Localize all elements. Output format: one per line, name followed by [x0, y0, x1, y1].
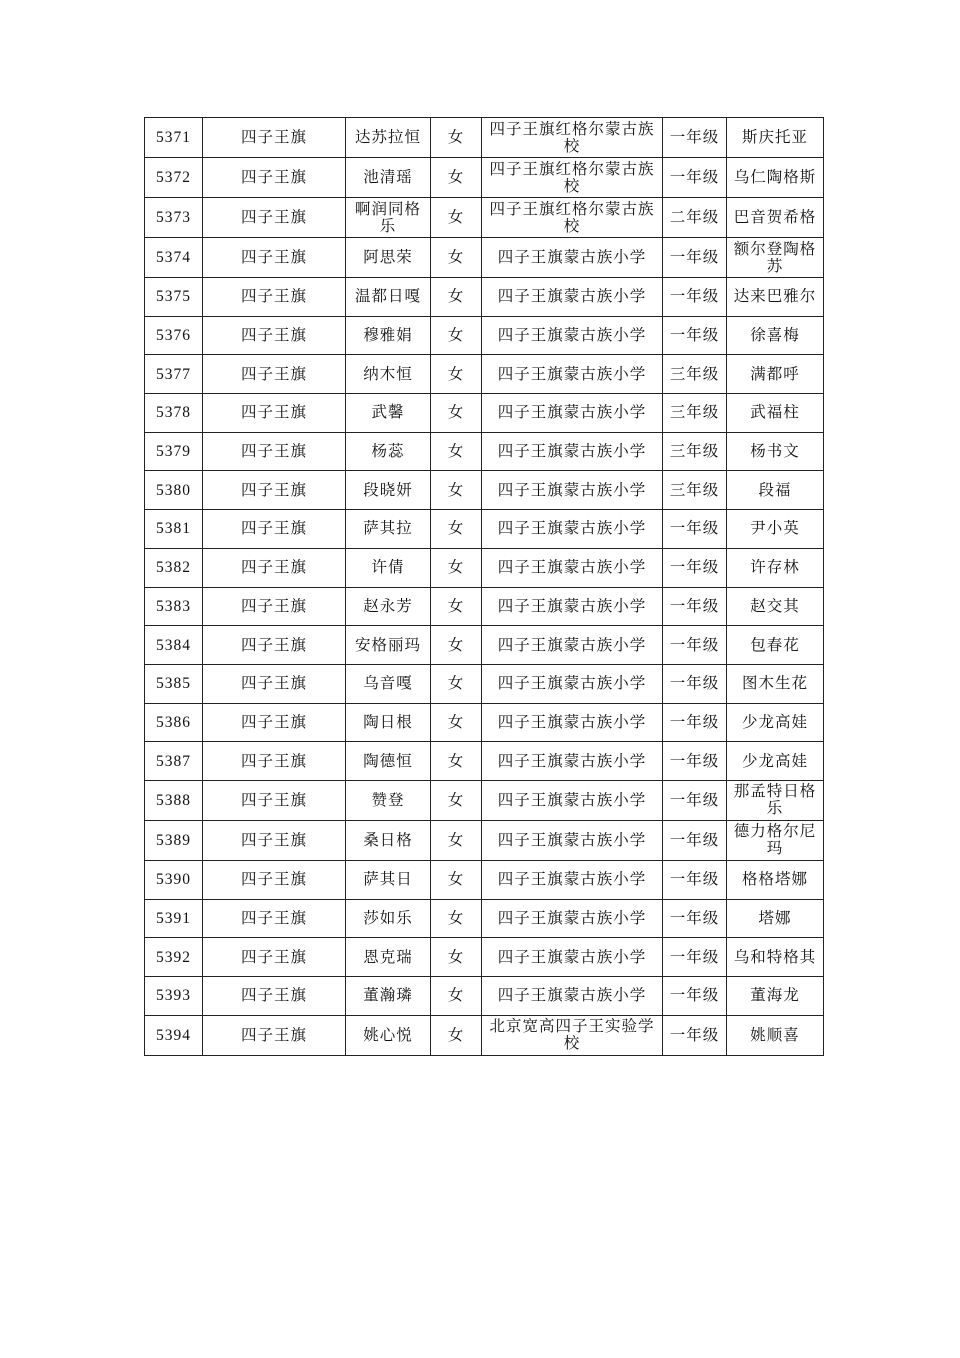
- guardian-cell: 格格塔娜: [727, 860, 824, 899]
- school-cell: 四子王旗蒙古族小学: [482, 548, 663, 587]
- school-cell: 四子王旗蒙古族小学: [482, 938, 663, 977]
- row-number-cell: 5391: [145, 899, 203, 938]
- table-row: [145, 198, 824, 238]
- banner-cell: 四子王旗: [203, 899, 346, 938]
- gender-cell: 女: [431, 860, 482, 899]
- banner-cell: 四子王旗: [203, 432, 346, 471]
- guardian-cell: 乌仁陶格斯: [727, 158, 824, 198]
- guardian-cell: 德力格尔尼玛: [727, 820, 824, 860]
- guardian-cell: 满都呼: [727, 355, 824, 394]
- table-row: [145, 626, 824, 665]
- gender-cell: 女: [431, 510, 482, 549]
- grade-cell: 一年级: [663, 703, 727, 742]
- banner-cell: 四子王旗: [203, 198, 346, 238]
- student-name-cell: 陶日根: [346, 703, 431, 742]
- guardian-cell: 许存林: [727, 548, 824, 587]
- row-number-cell: 5385: [145, 664, 203, 703]
- school-cell: 四子王旗蒙古族小学: [482, 316, 663, 355]
- student-name-cell: 乌音嘎: [346, 664, 431, 703]
- row-number-cell: 5389: [145, 820, 203, 860]
- guardian-cell: 赵交其: [727, 587, 824, 626]
- gender-cell: 女: [431, 1015, 482, 1055]
- school-cell: 四子王旗红格尔蒙古族校: [482, 198, 663, 238]
- school-cell: 四子王旗蒙古族小学: [482, 238, 663, 278]
- banner-cell: 四子王旗: [203, 510, 346, 549]
- student-name-cell: 池清瑶: [346, 158, 431, 198]
- banner-cell: 四子王旗: [203, 820, 346, 860]
- student-name-cell: 恩克瑞: [346, 938, 431, 977]
- gender-cell: 女: [431, 548, 482, 587]
- table-row: [145, 1015, 824, 1055]
- row-number-cell: 5386: [145, 703, 203, 742]
- grade-cell: 一年级: [663, 316, 727, 355]
- table-row: [145, 664, 824, 703]
- banner-cell: 四子王旗: [203, 158, 346, 198]
- school-cell: 四子王旗蒙古族小学: [482, 703, 663, 742]
- student-name-cell: 杨蕊: [346, 432, 431, 471]
- school-cell: 四子王旗蒙古族小学: [482, 626, 663, 665]
- student-name-cell: 陶德恒: [346, 742, 431, 781]
- gender-cell: 女: [431, 977, 482, 1016]
- banner-cell: 四子王旗: [203, 860, 346, 899]
- grade-cell: 一年级: [663, 118, 727, 158]
- guardian-cell: 那孟特日格乐: [727, 780, 824, 820]
- student-name-cell: 董瀚璘: [346, 977, 431, 1016]
- grade-cell: 一年级: [663, 510, 727, 549]
- school-cell: 四子王旗蒙古族小学: [482, 664, 663, 703]
- student-name-cell: 段晓妍: [346, 471, 431, 510]
- school-cell: 四子王旗红格尔蒙古族校: [482, 118, 663, 158]
- grade-cell: 三年级: [663, 394, 727, 433]
- table-row: [145, 780, 824, 820]
- student-name-cell: 安格丽玛: [346, 626, 431, 665]
- table-row: [145, 587, 824, 626]
- gender-cell: 女: [431, 626, 482, 665]
- row-number-cell: 5392: [145, 938, 203, 977]
- table-row: [145, 938, 824, 977]
- banner-cell: 四子王旗: [203, 548, 346, 587]
- table-row: [145, 548, 824, 587]
- student-name-cell: 许倩: [346, 548, 431, 587]
- school-cell: 四子王旗蒙古族小学: [482, 780, 663, 820]
- grade-cell: 一年级: [663, 820, 727, 860]
- guardian-cell: 乌和特格其: [727, 938, 824, 977]
- guardian-cell: 姚顺喜: [727, 1015, 824, 1055]
- grade-cell: 二年级: [663, 198, 727, 238]
- row-number-cell: 5383: [145, 587, 203, 626]
- table-row: [145, 820, 824, 860]
- gender-cell: 女: [431, 394, 482, 433]
- row-number-cell: 5393: [145, 977, 203, 1016]
- school-cell: 四子王旗红格尔蒙古族校: [482, 158, 663, 198]
- gender-cell: 女: [431, 238, 482, 278]
- grade-cell: 一年级: [663, 278, 727, 317]
- school-cell: 四子王旗蒙古族小学: [482, 510, 663, 549]
- gender-cell: 女: [431, 355, 482, 394]
- table-body: [145, 118, 824, 1056]
- guardian-cell: 徐喜梅: [727, 316, 824, 355]
- row-number-cell: 5380: [145, 471, 203, 510]
- row-number-cell: 5384: [145, 626, 203, 665]
- student-name-cell: 萨其日: [346, 860, 431, 899]
- grade-cell: 一年级: [663, 899, 727, 938]
- student-name-cell: 温都日嘎: [346, 278, 431, 317]
- table-row: [145, 394, 824, 433]
- table-row: [145, 510, 824, 549]
- grade-cell: 三年级: [663, 355, 727, 394]
- table-row: [145, 278, 824, 317]
- row-number-cell: 5390: [145, 860, 203, 899]
- banner-cell: 四子王旗: [203, 938, 346, 977]
- school-cell: 四子王旗蒙古族小学: [482, 432, 663, 471]
- banner-cell: 四子王旗: [203, 977, 346, 1016]
- gender-cell: 女: [431, 158, 482, 198]
- guardian-cell: 杨书文: [727, 432, 824, 471]
- student-name-cell: 萨其拉: [346, 510, 431, 549]
- row-number-cell: 5373: [145, 198, 203, 238]
- row-number-cell: 5378: [145, 394, 203, 433]
- row-number-cell: 5381: [145, 510, 203, 549]
- grade-cell: 一年级: [663, 548, 727, 587]
- guardian-cell: 额尔登陶格苏: [727, 238, 824, 278]
- grade-cell: 一年级: [663, 977, 727, 1016]
- gender-cell: 女: [431, 742, 482, 781]
- student-name-cell: 啊润同格乐: [346, 198, 431, 238]
- gender-cell: 女: [431, 938, 482, 977]
- row-number-cell: 5382: [145, 548, 203, 587]
- banner-cell: 四子王旗: [203, 703, 346, 742]
- student-name-cell: 桑日格: [346, 820, 431, 860]
- table-row: [145, 742, 824, 781]
- banner-cell: 四子王旗: [203, 394, 346, 433]
- gender-cell: 女: [431, 432, 482, 471]
- guardian-cell: 塔娜: [727, 899, 824, 938]
- table-row: [145, 238, 824, 278]
- row-number-cell: 5388: [145, 780, 203, 820]
- row-number-cell: 5372: [145, 158, 203, 198]
- row-number-cell: 5375: [145, 278, 203, 317]
- row-number-cell: 5387: [145, 742, 203, 781]
- guardian-cell: 尹小英: [727, 510, 824, 549]
- table-row: [145, 471, 824, 510]
- student-name-cell: 纳木恒: [346, 355, 431, 394]
- school-cell: 四子王旗蒙古族小学: [482, 899, 663, 938]
- student-name-cell: 莎如乐: [346, 899, 431, 938]
- school-cell: 四子王旗蒙古族小学: [482, 471, 663, 510]
- banner-cell: 四子王旗: [203, 471, 346, 510]
- row-number-cell: 5376: [145, 316, 203, 355]
- student-name-cell: 达苏拉恒: [346, 118, 431, 158]
- banner-cell: 四子王旗: [203, 742, 346, 781]
- banner-cell: 四子王旗: [203, 278, 346, 317]
- student-name-cell: 穆雅娟: [346, 316, 431, 355]
- guardian-cell: 巴音贺希格: [727, 198, 824, 238]
- row-number-cell: 5379: [145, 432, 203, 471]
- grade-cell: 一年级: [663, 780, 727, 820]
- gender-cell: 女: [431, 780, 482, 820]
- banner-cell: 四子王旗: [203, 316, 346, 355]
- school-cell: 四子王旗蒙古族小学: [482, 394, 663, 433]
- table-row: [145, 158, 824, 198]
- banner-cell: 四子王旗: [203, 118, 346, 158]
- grade-cell: 一年级: [663, 938, 727, 977]
- school-cell: 四子王旗蒙古族小学: [482, 587, 663, 626]
- student-name-cell: 武馨: [346, 394, 431, 433]
- gender-cell: 女: [431, 316, 482, 355]
- table-row: [145, 860, 824, 899]
- grade-cell: 一年级: [663, 742, 727, 781]
- banner-cell: 四子王旗: [203, 1015, 346, 1055]
- grade-cell: 一年级: [663, 1015, 727, 1055]
- school-cell: 四子王旗蒙古族小学: [482, 742, 663, 781]
- student-name-cell: 姚心悦: [346, 1015, 431, 1055]
- table-row: [145, 703, 824, 742]
- guardian-cell: 少龙高娃: [727, 742, 824, 781]
- guardian-cell: 斯庆托亚: [727, 118, 824, 158]
- school-cell: 北京宽高四子王实验学校: [482, 1015, 663, 1055]
- banner-cell: 四子王旗: [203, 355, 346, 394]
- student-name-cell: 阿思荣: [346, 238, 431, 278]
- gender-cell: 女: [431, 899, 482, 938]
- school-cell: 四子王旗蒙古族小学: [482, 278, 663, 317]
- grade-cell: 一年级: [663, 626, 727, 665]
- row-number-cell: 5374: [145, 238, 203, 278]
- school-cell: 四子王旗蒙古族小学: [482, 355, 663, 394]
- guardian-cell: 少龙高娃: [727, 703, 824, 742]
- gender-cell: 女: [431, 820, 482, 860]
- table-row: [145, 899, 824, 938]
- banner-cell: 四子王旗: [203, 587, 346, 626]
- banner-cell: 四子王旗: [203, 780, 346, 820]
- table-row: [145, 432, 824, 471]
- banner-cell: 四子王旗: [203, 238, 346, 278]
- banner-cell: 四子王旗: [203, 626, 346, 665]
- gender-cell: 女: [431, 587, 482, 626]
- school-cell: 四子王旗蒙古族小学: [482, 860, 663, 899]
- guardian-cell: 包春花: [727, 626, 824, 665]
- banner-cell: 四子王旗: [203, 664, 346, 703]
- gender-cell: 女: [431, 278, 482, 317]
- grade-cell: 一年级: [663, 587, 727, 626]
- table-row: [145, 355, 824, 394]
- table-row: [145, 316, 824, 355]
- row-number-cell: 5371: [145, 118, 203, 158]
- guardian-cell: 图木生花: [727, 664, 824, 703]
- grade-cell: 一年级: [663, 860, 727, 899]
- gender-cell: 女: [431, 471, 482, 510]
- gender-cell: 女: [431, 198, 482, 238]
- table-row: [145, 977, 824, 1016]
- grade-cell: 三年级: [663, 432, 727, 471]
- school-cell: 四子王旗蒙古族小学: [482, 820, 663, 860]
- student-name-cell: 赵永芳: [346, 587, 431, 626]
- student-table: [144, 117, 824, 1056]
- table-row: [145, 118, 824, 158]
- guardian-cell: 段福: [727, 471, 824, 510]
- gender-cell: 女: [431, 703, 482, 742]
- grade-cell: 一年级: [663, 664, 727, 703]
- student-name-cell: 赞登: [346, 780, 431, 820]
- guardian-cell: 董海龙: [727, 977, 824, 1016]
- gender-cell: 女: [431, 664, 482, 703]
- school-cell: 四子王旗蒙古族小学: [482, 977, 663, 1016]
- guardian-cell: 武福柱: [727, 394, 824, 433]
- grade-cell: 三年级: [663, 471, 727, 510]
- grade-cell: 一年级: [663, 158, 727, 198]
- gender-cell: 女: [431, 118, 482, 158]
- row-number-cell: 5394: [145, 1015, 203, 1055]
- guardian-cell: 达来巴雅尔: [727, 278, 824, 317]
- row-number-cell: 5377: [145, 355, 203, 394]
- grade-cell: 一年级: [663, 238, 727, 278]
